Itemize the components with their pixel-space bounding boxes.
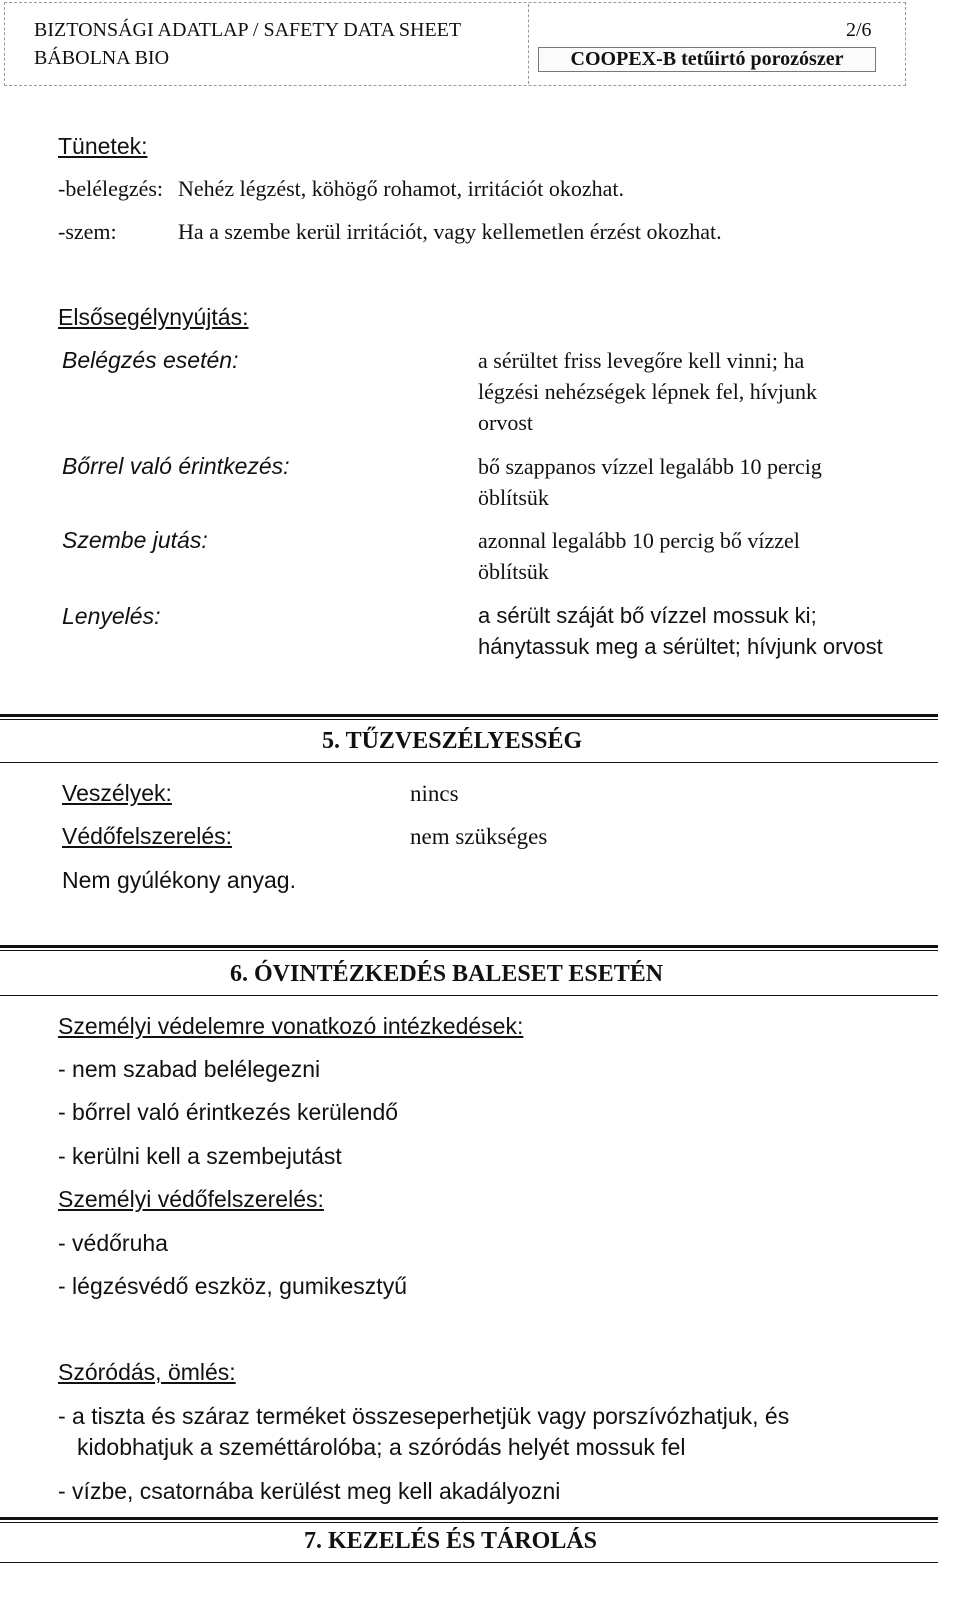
first-aid-inhalation-line: orvost bbox=[478, 410, 533, 435]
header-page-number: 2/6 bbox=[846, 19, 872, 41]
section6-ppe-item: - légzésvédő eszköz, gumikesztyű bbox=[58, 1273, 407, 1299]
section5-top-rule-thin bbox=[0, 719, 938, 720]
header-product: COOPEX-B tetűirtó porozószer bbox=[538, 47, 876, 72]
symptom-text-inhalation: Nehéz légzést, köhögő rohamot, irritációt okozhat. bbox=[178, 176, 624, 201]
first-aid-text-inhalation bbox=[478, 345, 928, 438]
section6-personal-item: - bőrrel való érintkezés kerülendő bbox=[58, 1099, 399, 1125]
first-aid-ingestion-line: a sérült száját bő vízzel mossuk ki; bbox=[478, 603, 817, 628]
first-aid-skin-line: bő szappanos vízzel legalább 10 percig bbox=[478, 454, 822, 479]
section6-ppe-heading: Személyi védőfelszerelés: bbox=[58, 1186, 324, 1212]
first-aid-label-skin: Bőrrel való érintkezés: bbox=[62, 453, 290, 479]
first-aid-label-ingestion: Lenyelés: bbox=[62, 603, 161, 629]
section7-top-rule bbox=[0, 1517, 938, 1520]
section6-personal-item: - kerülni kell a szembejutást bbox=[58, 1143, 342, 1169]
header-title: BIZTONSÁGI ADATLAP / SAFETY DATA SHEET bbox=[34, 19, 462, 41]
section6-personal-heading: Személyi védelemre vonatkozó intézkedések: bbox=[58, 1013, 524, 1039]
section6-top-rule bbox=[0, 945, 938, 948]
section6-personal-item: - nem szabad belélegezni bbox=[58, 1056, 321, 1082]
section6-bottom-rule bbox=[0, 995, 938, 996]
first-aid-inhalation-line: a sérültet friss levegőre kell vinni; ha bbox=[478, 348, 805, 373]
section5-ppe-label: Védőfelszerelés: bbox=[62, 823, 233, 849]
first-aid-text-ingestion bbox=[478, 600, 928, 662]
section5-ppe-value: nem szükséges bbox=[410, 824, 548, 849]
first-aid-label-eye: Szembe jutás: bbox=[62, 527, 208, 553]
section6-title: 6. ÓVINTÉZKEDÉS BALESET ESETÉN bbox=[230, 961, 664, 987]
section5-top-rule bbox=[0, 714, 938, 717]
first-aid-eye-line: azonnal legalább 10 percig bő vízzel bbox=[478, 528, 800, 553]
header-divider bbox=[528, 4, 529, 84]
section5-hazards-label: Veszélyek: bbox=[62, 780, 172, 806]
section5-hazards-value: nincs bbox=[410, 781, 459, 806]
section6-top-rule-thin bbox=[0, 950, 938, 951]
section7-title: 7. KEZELÉS ÉS TÁROLÁS bbox=[304, 1528, 598, 1554]
first-aid-eye-line: öblítsük bbox=[478, 559, 549, 584]
symptom-label-eye: -szem: bbox=[58, 219, 117, 244]
first-aid-label-inhalation: Belégzés esetén: bbox=[62, 347, 239, 373]
section5-bottom-rule bbox=[0, 762, 938, 763]
section5-title: 5. TŰZVESZÉLYESSÉG bbox=[322, 728, 583, 754]
section5-note: Nem gyúlékony anyag. bbox=[62, 867, 296, 893]
first-aid-heading: Elsősegélynyújtás: bbox=[58, 304, 249, 330]
section6-spill-item1-line1: - a tiszta és száraz terméket összeseperhetjük vagy porszívózhatjuk, és bbox=[58, 1403, 790, 1429]
section6-spill-item1-line2: kidobhatjuk a szeméttárolóba; a szóródás helyét mossuk fel bbox=[77, 1434, 686, 1460]
header-company: BÁBOLNA BIO bbox=[34, 47, 170, 69]
section7-bottom-rule bbox=[0, 1562, 938, 1563]
section6-spill-item2: - vízbe, csatornába kerülést meg kell akadályozni bbox=[58, 1478, 561, 1504]
section7-top-rule-thin bbox=[0, 1522, 938, 1523]
section6-ppe-item: - védőruha bbox=[58, 1230, 168, 1256]
first-aid-skin-line: öblítsük bbox=[478, 485, 549, 510]
section6-spill-heading: Szóródás, ömlés: bbox=[58, 1359, 236, 1385]
first-aid-inhalation-line: légzési nehézségek lépnek fel, hívjunk bbox=[478, 379, 818, 404]
symptom-text-eye: Ha a szembe kerül irritációt, vagy kellemetlen érzést okozhat. bbox=[178, 219, 722, 244]
header-box bbox=[4, 2, 906, 86]
first-aid-text-eye bbox=[478, 525, 928, 587]
symptoms-heading: Tünetek: bbox=[58, 133, 148, 159]
first-aid-text-skin bbox=[478, 451, 928, 513]
symptom-label-inhalation: -belélegzés: bbox=[58, 176, 164, 201]
first-aid-ingestion-line: hánytassuk meg a sérültet; hívjunk orvost bbox=[478, 634, 883, 659]
